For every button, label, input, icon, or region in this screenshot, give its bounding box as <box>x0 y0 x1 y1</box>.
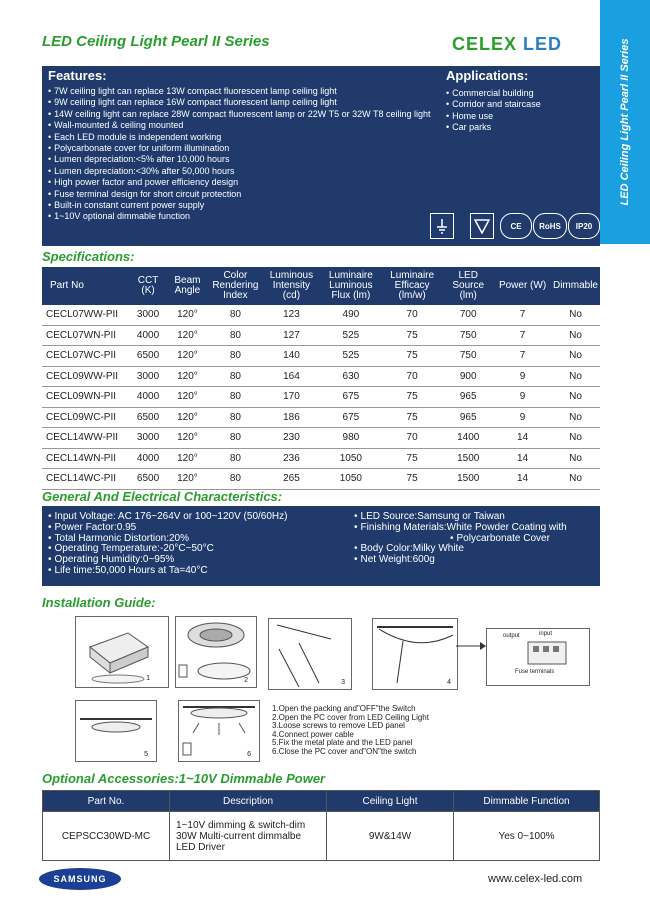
table-cell: 80 <box>208 448 263 469</box>
table-row <box>42 387 600 408</box>
table-cell: 490 <box>320 305 382 325</box>
triangle-mark-icon <box>470 213 494 239</box>
desc-line: LED Driver <box>176 841 225 853</box>
table-cell: 70 <box>382 305 442 325</box>
table-cell: 675 <box>320 407 382 428</box>
figure-label: 1 <box>146 675 150 682</box>
table-cell: 80 <box>208 469 263 490</box>
general-item: • Finishing Materials:White Powder Coating with <box>354 523 567 534</box>
figure-label: 5 <box>144 751 148 758</box>
feature-item: • 9W ceiling light can replace 16W compact fluorescent lamp ceiling light <box>48 97 438 108</box>
table-cell: 7 <box>494 325 551 346</box>
table-cell: No <box>551 407 600 428</box>
install-figure-3 <box>268 618 352 690</box>
step-item: 4.Connect power cable <box>272 729 354 739</box>
installation-steps <box>272 705 429 757</box>
feature-item: • Polycarbonate cover for uniform illumination <box>48 143 438 154</box>
table-header-row <box>42 267 600 305</box>
installation-heading: Installation Guide: <box>42 595 156 610</box>
table-cell: 75 <box>382 387 442 408</box>
figure-label: 2 <box>244 677 248 684</box>
table-cell: 120° <box>167 325 208 346</box>
desc-line: 30W Multi-current dimmalbe <box>176 830 302 842</box>
table-cell: 6500 <box>129 469 167 490</box>
samsung-logo: SAMSUNG <box>39 868 121 890</box>
ce-icon: CE <box>500 213 532 239</box>
table-cell: No <box>551 448 600 469</box>
table-cell: 675 <box>320 387 382 408</box>
general-panel <box>42 506 600 586</box>
step-item: 1.Open the packing and"OFF"the Switch <box>272 704 416 713</box>
general-item-cont: • Polycarbonate Cover <box>354 534 567 545</box>
figure-label: 6 <box>247 751 251 758</box>
table-cell: 525 <box>320 325 382 346</box>
table-cell: 230 <box>263 428 320 449</box>
table-cell: 75 <box>382 407 442 428</box>
col-part: Part No. <box>43 791 170 812</box>
table-cell: No <box>551 325 600 346</box>
applications-heading: Applications: <box>446 68 529 83</box>
general-item: • LED Source:Samsung or Taiwan <box>354 512 567 523</box>
col-intensity: Luminous Intensity (cd) <box>263 267 320 305</box>
table-cell: 120° <box>167 346 208 367</box>
table-cell: 80 <box>208 305 263 325</box>
table-cell: 1500 <box>442 448 494 469</box>
table-cell: 3000 <box>129 366 167 387</box>
website-link[interactable]: www.celex-led.com <box>488 873 583 885</box>
table-cell: 120° <box>167 448 208 469</box>
accessories-table <box>42 790 600 861</box>
desc-line: 1~10V dimming & switch-dim <box>176 819 306 831</box>
table-cell: No <box>551 305 600 325</box>
cell-part: CEPSCC30WD-MC <box>43 812 170 861</box>
output-label: output <box>503 633 520 639</box>
step-item: 5.Fix the metal plate and the LED panel <box>272 738 413 748</box>
table-cell: 7 <box>494 346 551 367</box>
table-row <box>42 366 600 387</box>
col-description: Description <box>170 791 327 812</box>
feature-item: • 1~10V optional dimmable function <box>48 211 438 222</box>
table-cell: 3000 <box>129 428 167 449</box>
col-power: Power (W) <box>494 267 551 305</box>
input-label: input <box>539 631 553 637</box>
table-cell: 164 <box>263 366 320 387</box>
install-figure-2 <box>175 616 257 688</box>
applications-list <box>446 88 541 134</box>
table-cell: 120° <box>167 407 208 428</box>
col-dimmable: Dimmable <box>551 267 600 305</box>
col-ceiling-light: Ceiling Light <box>327 791 454 812</box>
table-cell: 75 <box>382 448 442 469</box>
table-cell: CECL14WN-PII <box>42 448 129 469</box>
brand-logo <box>452 34 562 55</box>
table-cell: No <box>551 428 600 449</box>
table-row <box>42 469 600 490</box>
table-cell: CECL07WN-PII <box>42 325 129 346</box>
side-tab-label: LED Ceiling Light Pearl II Series <box>619 38 631 206</box>
table-cell: 630 <box>320 366 382 387</box>
general-item: • Body Color:Milky White <box>354 544 567 555</box>
table-row <box>42 325 600 346</box>
table-cell: 700 <box>442 305 494 325</box>
install-figure-5 <box>75 700 157 762</box>
general-item: • Operating Humidity:0~95% <box>48 555 287 566</box>
table-row <box>42 448 600 469</box>
table-cell: 120° <box>167 428 208 449</box>
rohs-icon: RoHS <box>533 213 567 239</box>
specifications-table <box>42 267 600 490</box>
table-cell: 9 <box>494 407 551 428</box>
table-cell: CECL14WC-PII <box>42 469 129 490</box>
table-cell: 1400 <box>442 428 494 449</box>
table-row <box>42 346 600 367</box>
table-cell: 75 <box>382 346 442 367</box>
table-row <box>43 812 600 861</box>
feature-item: • Fuse terminal design for short circuit protection <box>48 189 438 200</box>
feature-item: • Each LED module is independent working <box>48 132 438 143</box>
figure-label: 3 <box>341 679 345 686</box>
general-item: • Input Voltage: AC 176~264V or 100~120V (50/60Hz) <box>48 512 287 523</box>
table-cell: 236 <box>263 448 320 469</box>
logo-led: LED <box>523 34 563 54</box>
table-cell: 80 <box>208 366 263 387</box>
table-cell: 4000 <box>129 448 167 469</box>
table-cell: 80 <box>208 407 263 428</box>
general-heading: General And Electrical Characteristics: <box>42 489 283 504</box>
side-tab <box>600 0 650 244</box>
table-cell: 14 <box>494 469 551 490</box>
table-cell: 7 <box>494 305 551 325</box>
col-cct: CCT (K) <box>129 267 167 305</box>
general-item: • Total Harmonic Distortion:20% <box>48 534 287 545</box>
table-cell: CECL09WN-PII <box>42 387 129 408</box>
col-dimmable-function: Dimmable Function <box>454 791 600 812</box>
ground-icon <box>430 213 454 239</box>
table-cell: 75 <box>382 325 442 346</box>
table-cell: CECL14WW-PII <box>42 428 129 449</box>
feature-item: • Lumen depreciation:<30% after 50,000 hours <box>48 166 438 177</box>
table-cell: 14 <box>494 448 551 469</box>
table-cell: 1050 <box>320 469 382 490</box>
general-right-list <box>354 512 567 566</box>
table-cell: 80 <box>208 325 263 346</box>
ip20-icon: IP20 <box>568 213 600 239</box>
general-item: • Operating Temperature:-20°C~50°C <box>48 544 287 555</box>
col-cri: Color Rendering Index <box>208 267 263 305</box>
table-cell: 123 <box>263 305 320 325</box>
step-item: 3.Loose screws to remove LED panel <box>272 721 405 731</box>
table-cell: 1050 <box>320 448 382 469</box>
table-cell: No <box>551 469 600 490</box>
table-row <box>42 305 600 325</box>
feature-item: • Built-in constant current power supply <box>48 200 438 211</box>
general-left-list <box>48 512 287 577</box>
table-cell: 120° <box>167 469 208 490</box>
install-figure-4 <box>372 618 458 690</box>
cell-description <box>170 812 327 861</box>
table-cell: 127 <box>263 325 320 346</box>
table-cell: 750 <box>442 325 494 346</box>
table-cell: No <box>551 387 600 408</box>
table-row <box>42 428 600 449</box>
application-item: • Home use <box>446 111 541 122</box>
general-item: • Life time:50,000 Hours at Ta=40°C <box>48 566 287 577</box>
table-header-row <box>43 791 600 812</box>
table-cell: 9 <box>494 387 551 408</box>
table-cell: 120° <box>167 305 208 325</box>
specifications-heading: Specifications: <box>42 249 135 264</box>
table-cell: 265 <box>263 469 320 490</box>
table-cell: 70 <box>382 366 442 387</box>
col-efficacy: Luminaire Efficacy (lm/w) <box>382 267 442 305</box>
table-cell: 80 <box>208 428 263 449</box>
table-cell: 170 <box>263 387 320 408</box>
install-figure-1 <box>75 616 169 688</box>
fuse-label: Fuse terminals <box>515 669 555 675</box>
table-cell: 965 <box>442 407 494 428</box>
table-row <box>42 407 600 428</box>
feature-item: • Wall-mounted & ceiling mounted <box>48 120 438 131</box>
table-cell: 4000 <box>129 325 167 346</box>
table-cell: 80 <box>208 387 263 408</box>
table-cell: 6500 <box>129 407 167 428</box>
table-cell: 3000 <box>129 305 167 325</box>
table-cell: CECL07WW-PII <box>42 305 129 325</box>
table-cell: 80 <box>208 346 263 367</box>
accessories-heading: Optional Accessories:1~10V Dimmable Power <box>42 771 326 786</box>
table-cell: 750 <box>442 346 494 367</box>
table-cell: 9 <box>494 366 551 387</box>
general-item: • Power Factor:0.95 <box>48 523 287 534</box>
table-cell: CECL07WC-PII <box>42 346 129 367</box>
table-cell: CECL09WC-PII <box>42 407 129 428</box>
fuse-terminals-figure <box>486 628 590 686</box>
table-cell: 14 <box>494 428 551 449</box>
table-cell: 525 <box>320 346 382 367</box>
figure-label: 4 <box>447 679 451 686</box>
feature-item: • High power factor and power efficiency design <box>48 177 438 188</box>
features-heading: Features: <box>48 68 107 83</box>
table-cell: 900 <box>442 366 494 387</box>
table-cell: 6500 <box>129 346 167 367</box>
cell-ceiling: 9W&14W <box>327 812 454 861</box>
table-cell: 120° <box>167 366 208 387</box>
col-beam-angle: Beam Angle <box>167 267 208 305</box>
install-figure-6 <box>178 700 260 762</box>
table-cell: 980 <box>320 428 382 449</box>
table-cell: No <box>551 366 600 387</box>
arrow-right-icon <box>456 640 486 652</box>
table-cell: 4000 <box>129 387 167 408</box>
feature-item: • Lumen depreciation:<5% after 10,000 hours <box>48 154 438 165</box>
table-cell: 70 <box>382 428 442 449</box>
table-cell: 1500 <box>442 469 494 490</box>
features-list <box>48 86 438 223</box>
cell-dimmable: Yes 0~100% <box>454 812 600 861</box>
step-item: 6.Close the PC cover and"ON"the switch <box>272 746 417 756</box>
table-cell: No <box>551 346 600 367</box>
table-cell: CECL09WW-PII <box>42 366 129 387</box>
table-cell: 75 <box>382 469 442 490</box>
logo-celex: CELEX <box>452 34 518 54</box>
application-item: • Corridor and staircase <box>446 99 541 110</box>
col-part-no: Part No <box>42 267 129 305</box>
page-title: LED Ceiling Light Pearl II Series <box>42 33 270 50</box>
step-item: 2.Open the PC cover from LED Ceiling Light <box>272 712 429 722</box>
table-cell: 140 <box>263 346 320 367</box>
general-item: • Net Weight:600g <box>354 555 567 566</box>
application-item: • Car parks <box>446 122 541 133</box>
specifications-body <box>42 305 600 489</box>
table-cell: 186 <box>263 407 320 428</box>
table-cell: 965 <box>442 387 494 408</box>
feature-item: • 14W ceiling light can replace 28W compact fluorescent lamp or 22W T5 or 32W T8 ceiling light <box>48 109 438 120</box>
col-flux: Luminaire Luminous Flux (lm) <box>320 267 382 305</box>
feature-item: • 7W ceiling light can replace 13W compact fluorescent lamp ceiling light <box>48 86 438 97</box>
table-cell: 120° <box>167 387 208 408</box>
col-led-source: LED Source (lm) <box>442 267 494 305</box>
application-item: • Commercial building <box>446 88 541 99</box>
